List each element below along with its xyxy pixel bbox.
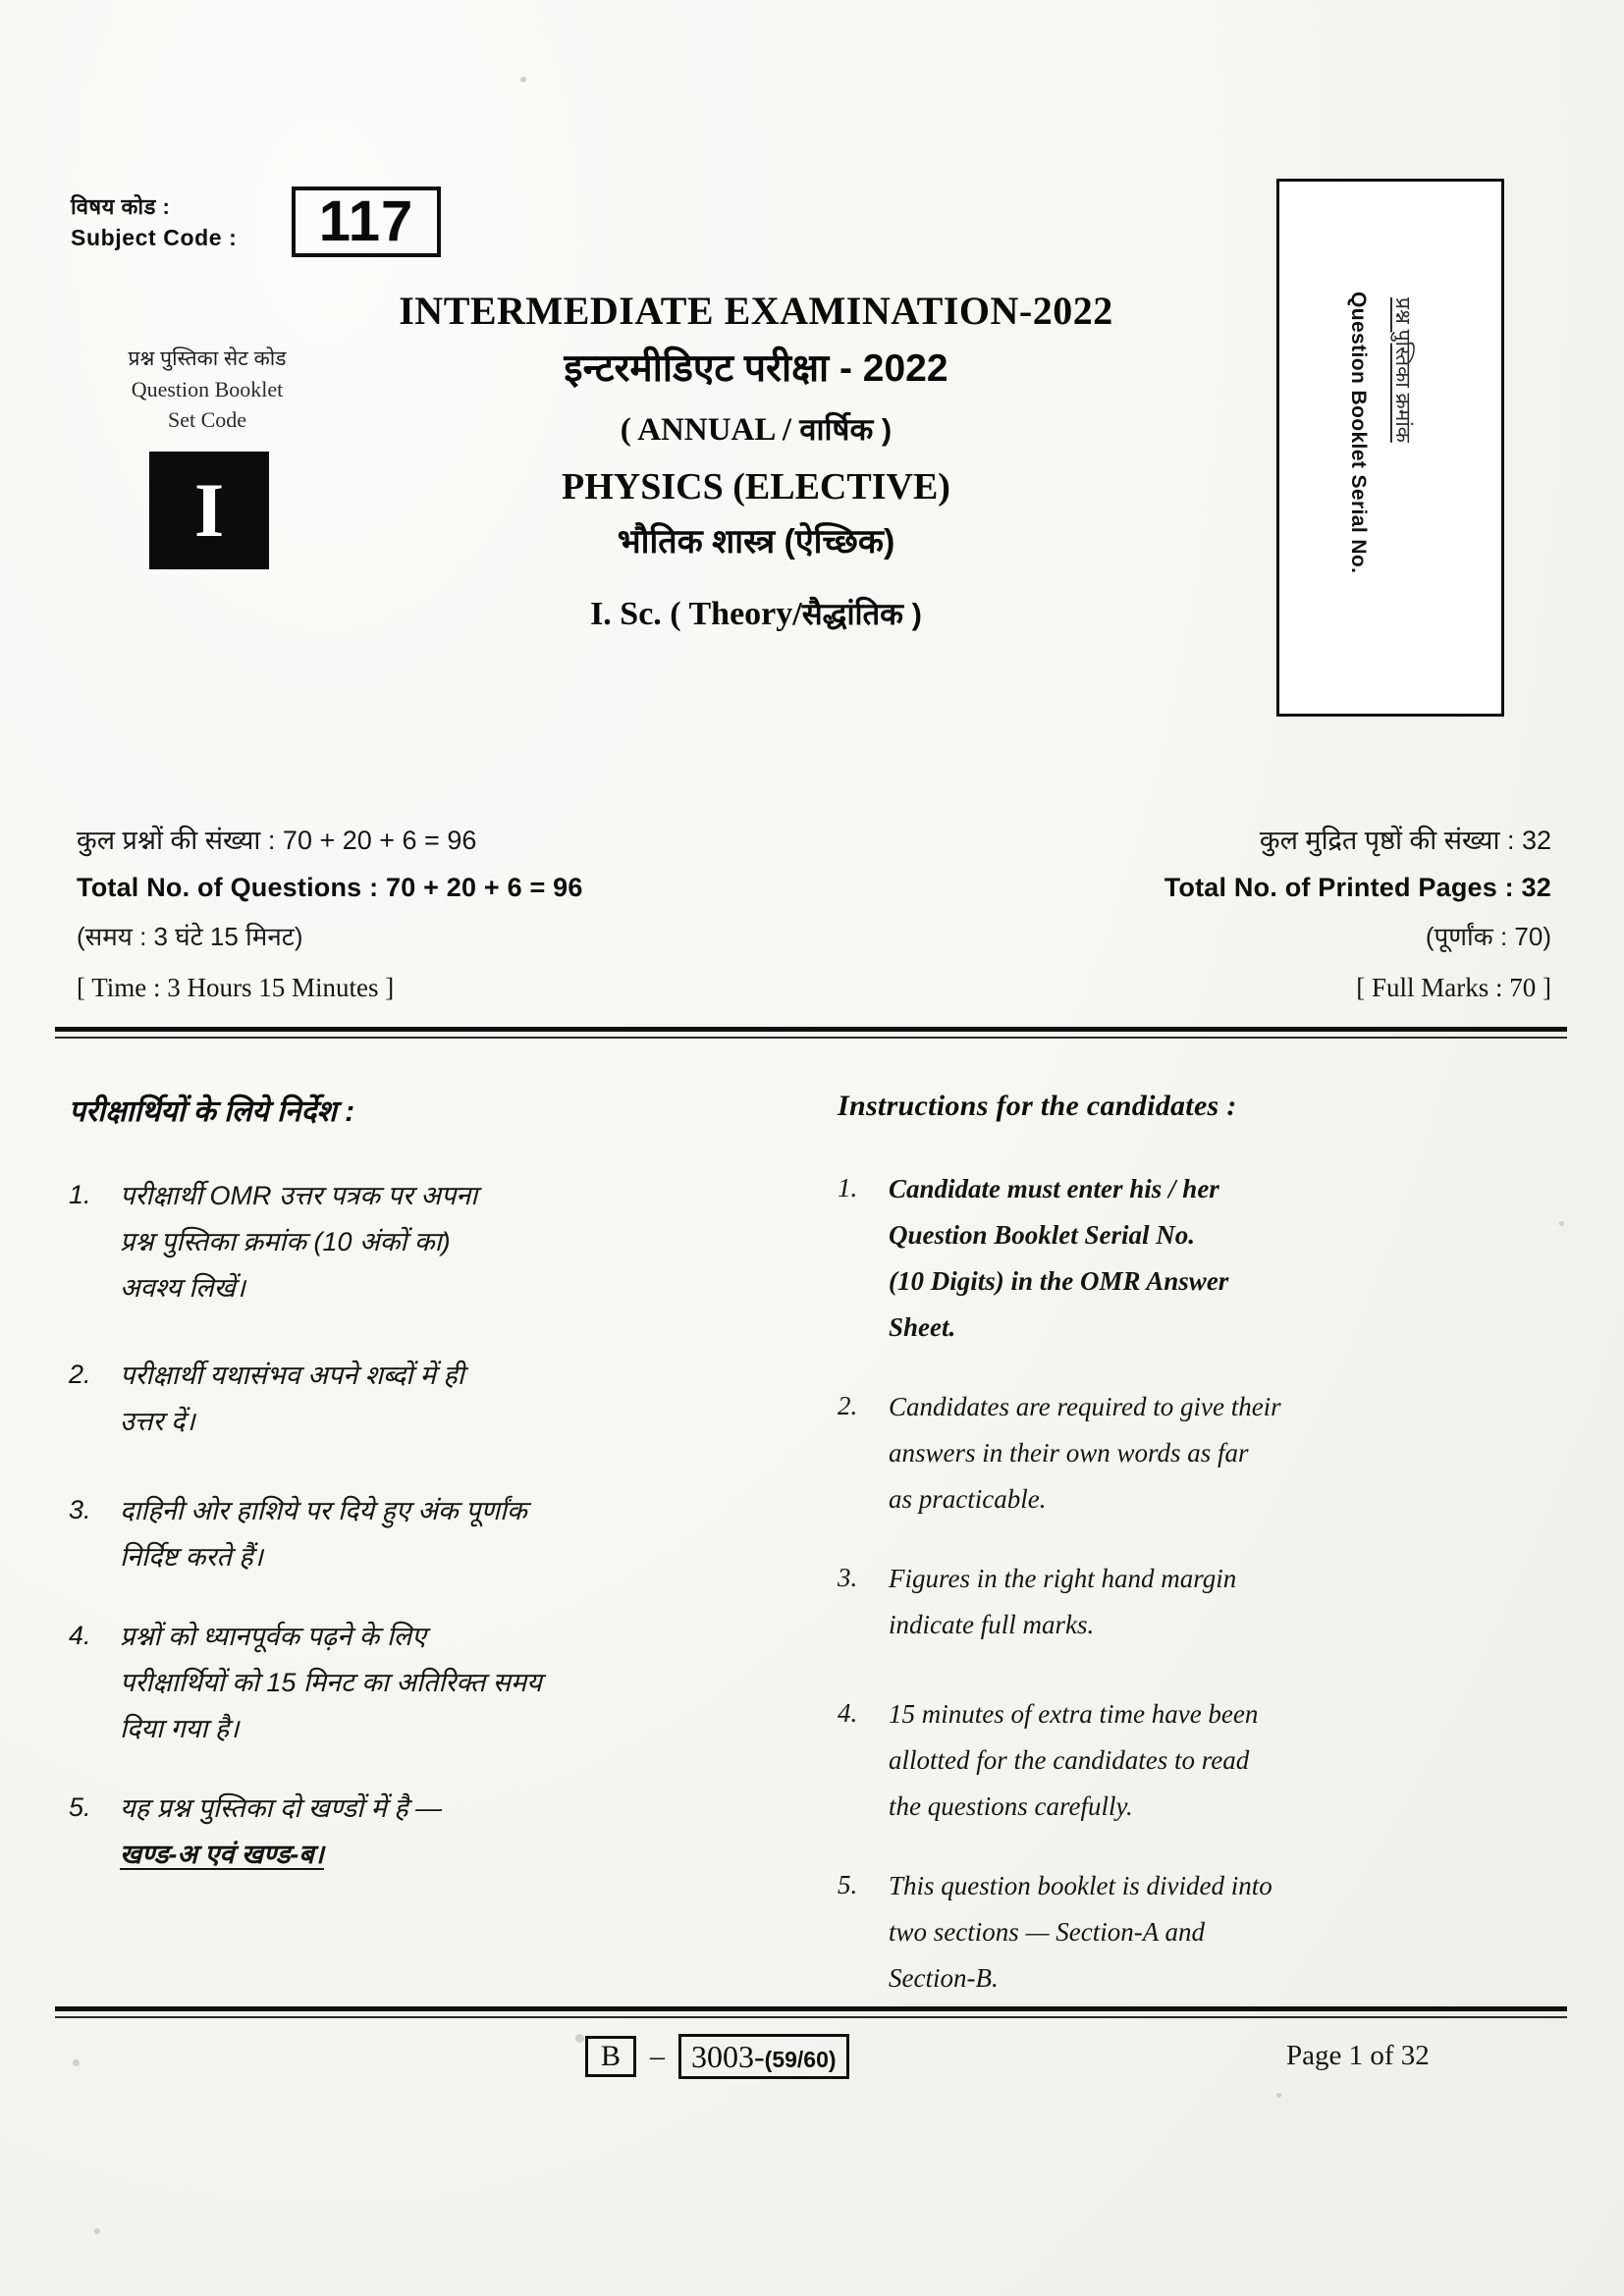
instruction-number: 4. bbox=[69, 1621, 91, 1650]
meta-right-column bbox=[825, 817, 1551, 1013]
total-pages-hindi: कुल मुद्रित पृष्ठों की संख्या : 32 bbox=[1259, 826, 1551, 855]
instruction-text-line: the questions carefully. bbox=[889, 1791, 1133, 1821]
scan-speck bbox=[1559, 1221, 1564, 1226]
instruction-item bbox=[838, 1691, 1561, 1830]
instructions-column-english bbox=[838, 1090, 1561, 2035]
full-marks-english: [ Full Marks : 70 ] bbox=[1356, 973, 1551, 1002]
subject-code-value: 117 bbox=[318, 189, 414, 253]
instruction-text-line: answers in their own words as far bbox=[889, 1438, 1249, 1468]
instruction-text-line: यह प्रश्न पुस्तिका दो खण्डों में है — bbox=[120, 1793, 443, 1823]
instruction-text-line: Candidates are required to give their bbox=[889, 1392, 1281, 1421]
scan-speck bbox=[520, 77, 526, 82]
set-code-label-hindi: प्रश्न पुस्तिका सेट कोड bbox=[128, 347, 287, 370]
instruction-text-line: indicate full marks. bbox=[889, 1610, 1095, 1639]
subject-code-value-box bbox=[292, 187, 441, 257]
instruction-text-line: उत्तर दें। bbox=[120, 1407, 195, 1436]
instruction-number: 2. bbox=[838, 1391, 858, 1420]
instructions-section bbox=[69, 1090, 1561, 2035]
instruction-text-line: allotted for the candidates to read bbox=[889, 1745, 1250, 1775]
instruction-text-line: This question booklet is divided into bbox=[889, 1871, 1272, 1900]
full-marks-hindi: (पूर्णांक : 70) bbox=[1425, 922, 1551, 951]
paper-type bbox=[295, 569, 1218, 660]
instruction-text-line: 15 minutes of extra time have been bbox=[889, 1699, 1259, 1729]
exam-name-english: INTERMEDIATE EXAMINATION-2022 bbox=[399, 289, 1113, 333]
total-pages-english: Total No. of Printed Pages : 32 bbox=[1164, 873, 1551, 902]
instruction-text-line: (10 Digits) in the OMR Answer bbox=[889, 1266, 1229, 1296]
instruction-text-line: परीक्षार्थियों को 15 मिनट का अतिरिक्त समय bbox=[120, 1668, 542, 1697]
instruction-number: 3. bbox=[838, 1563, 858, 1592]
instructions-heading-hindi: परीक्षार्थियों के लिये निर्देश : bbox=[69, 1095, 355, 1128]
instruction-number: 5. bbox=[69, 1792, 91, 1822]
question-booklet-serial-box bbox=[1276, 179, 1504, 717]
instruction-text-line: अवश्य लिखें। bbox=[120, 1273, 245, 1303]
subject-code-label-hindi: विषय कोड : bbox=[71, 194, 171, 219]
instruction-number: 3. bbox=[69, 1495, 91, 1524]
instruction-text-line: Sheet. bbox=[889, 1312, 956, 1342]
exam-session bbox=[295, 400, 1218, 459]
instruction-text-line: दाहिनी ओर हाशिये पर दिये हुए अंक पूर्णांक bbox=[120, 1496, 527, 1525]
exam-time-hindi: (समय : 3 घंटे 15 मिनट) bbox=[77, 922, 303, 951]
paper-type-english: I. Sc. ( Theory/ bbox=[590, 596, 802, 632]
exam-session-english: ( ANNUAL / bbox=[620, 412, 791, 448]
instruction-item bbox=[69, 1353, 792, 1445]
subject-code-label-group bbox=[71, 192, 237, 253]
instruction-text-line: Figures in the right hand margin bbox=[889, 1564, 1237, 1593]
footer-paper-code-group bbox=[585, 2034, 849, 2079]
meta-left-column bbox=[77, 817, 823, 1013]
total-questions-hindi: कुल प्रश्नों की संख्या : 70 + 20 + 6 = 96 bbox=[77, 826, 477, 855]
instruction-item bbox=[69, 1173, 792, 1311]
paper-type-hindi: सैद्धांतिक ) bbox=[801, 597, 922, 631]
footer-paper-code: 3003- bbox=[691, 2039, 765, 2074]
instruction-text-line: Section-B. bbox=[889, 1963, 999, 1993]
scan-speck bbox=[73, 2059, 80, 2066]
instruction-number: 5. bbox=[838, 1870, 858, 1899]
instruction-item bbox=[69, 1614, 792, 1752]
instruction-text-line: परीक्षार्थी OMR उत्तर पत्रक पर अपना bbox=[120, 1181, 478, 1210]
subject-code-label-english: Subject Code : bbox=[71, 225, 238, 250]
instruction-item bbox=[69, 1488, 792, 1580]
instruction-text-line: परीक्षार्थी यथासंभव अपने शब्दों में ही bbox=[120, 1361, 464, 1390]
footer-set-letter: B bbox=[600, 2040, 621, 2072]
exam-name-hindi: इन्टरमीडिएट परीक्षा - 2022 bbox=[564, 347, 948, 390]
instruction-number: 1. bbox=[69, 1180, 91, 1209]
instruction-item bbox=[838, 1384, 1561, 1522]
instruction-item bbox=[838, 1166, 1561, 1351]
instruction-text-line: as practicable. bbox=[889, 1484, 1047, 1514]
question-booklet-serial-label-english: Question Booklet Serial No. bbox=[1347, 292, 1370, 574]
instruction-text-line: Candidate must enter his / her bbox=[889, 1174, 1219, 1203]
footer-dash: – bbox=[650, 2040, 665, 2072]
instruction-item bbox=[69, 1786, 792, 1878]
divider-top-heavy bbox=[55, 1027, 1567, 1032]
divider-top-thin bbox=[55, 1037, 1567, 1039]
instruction-text-line-emphasis: खण्ड-अ एवं खण्ड-ब। bbox=[120, 1840, 324, 1869]
subject-name-english: PHYSICS (ELECTIVE) bbox=[562, 466, 950, 507]
set-code-value-box bbox=[149, 452, 269, 569]
scan-speck bbox=[94, 2228, 100, 2234]
subject-name-hindi: भौतिक शास्त्र (ऐच्छिक) bbox=[617, 523, 895, 561]
instructions-heading-english: Instructions for the candidates : bbox=[838, 1090, 1237, 1122]
footer-paper-code-box bbox=[678, 2034, 849, 2079]
instruction-text-line: निर्दिष्ट करते हैं। bbox=[120, 1542, 263, 1572]
instruction-number: 1. bbox=[838, 1173, 858, 1202]
exam-title-block bbox=[295, 285, 1218, 660]
set-code-label-english-line1: Question Booklet bbox=[131, 377, 284, 401]
exam-time-english: [ Time : 3 Hours 15 Minutes ] bbox=[77, 973, 395, 1002]
footer-paper-code-suffix: (59/60) bbox=[764, 2047, 837, 2072]
footer-set-letter-box bbox=[585, 2036, 636, 2077]
footer-page-number: Page 1 of 32 bbox=[1286, 2040, 1430, 2071]
question-booklet-serial-number bbox=[1435, 0, 1493, 191]
scan-speck bbox=[575, 2034, 584, 2043]
exam-session-hindi: वार्षिक ) bbox=[799, 412, 893, 447]
instruction-text-line: दिया गया है। bbox=[120, 1714, 240, 1743]
instruction-number: 2. bbox=[69, 1360, 91, 1389]
set-code-label-english-line2: Set Code bbox=[167, 407, 247, 432]
instruction-text-line: Question Booklet Serial No. bbox=[889, 1220, 1196, 1250]
instruction-item bbox=[838, 1863, 1561, 2002]
question-booklet-serial-label-hindi: प्रश्न पुस्तिका क्रमांक bbox=[1391, 297, 1414, 443]
scan-speck bbox=[1276, 2093, 1281, 2098]
instruction-text-line: two sections — Section-A and bbox=[889, 1917, 1205, 1947]
instruction-item bbox=[838, 1556, 1561, 1648]
instruction-text-line: प्रश्नों को ध्यानपूर्वक पढ़ने के लिए bbox=[120, 1622, 427, 1651]
instructions-column-hindi bbox=[69, 1090, 792, 2035]
instruction-text-line: प्रश्न पुस्तिका क्रमांक (10 अंकों का) bbox=[120, 1227, 451, 1256]
total-questions-english: Total No. of Questions : 70 + 20 + 6 = 96 bbox=[77, 873, 583, 902]
set-code-value: I bbox=[193, 467, 225, 553]
instruction-number: 4. bbox=[838, 1698, 858, 1728]
